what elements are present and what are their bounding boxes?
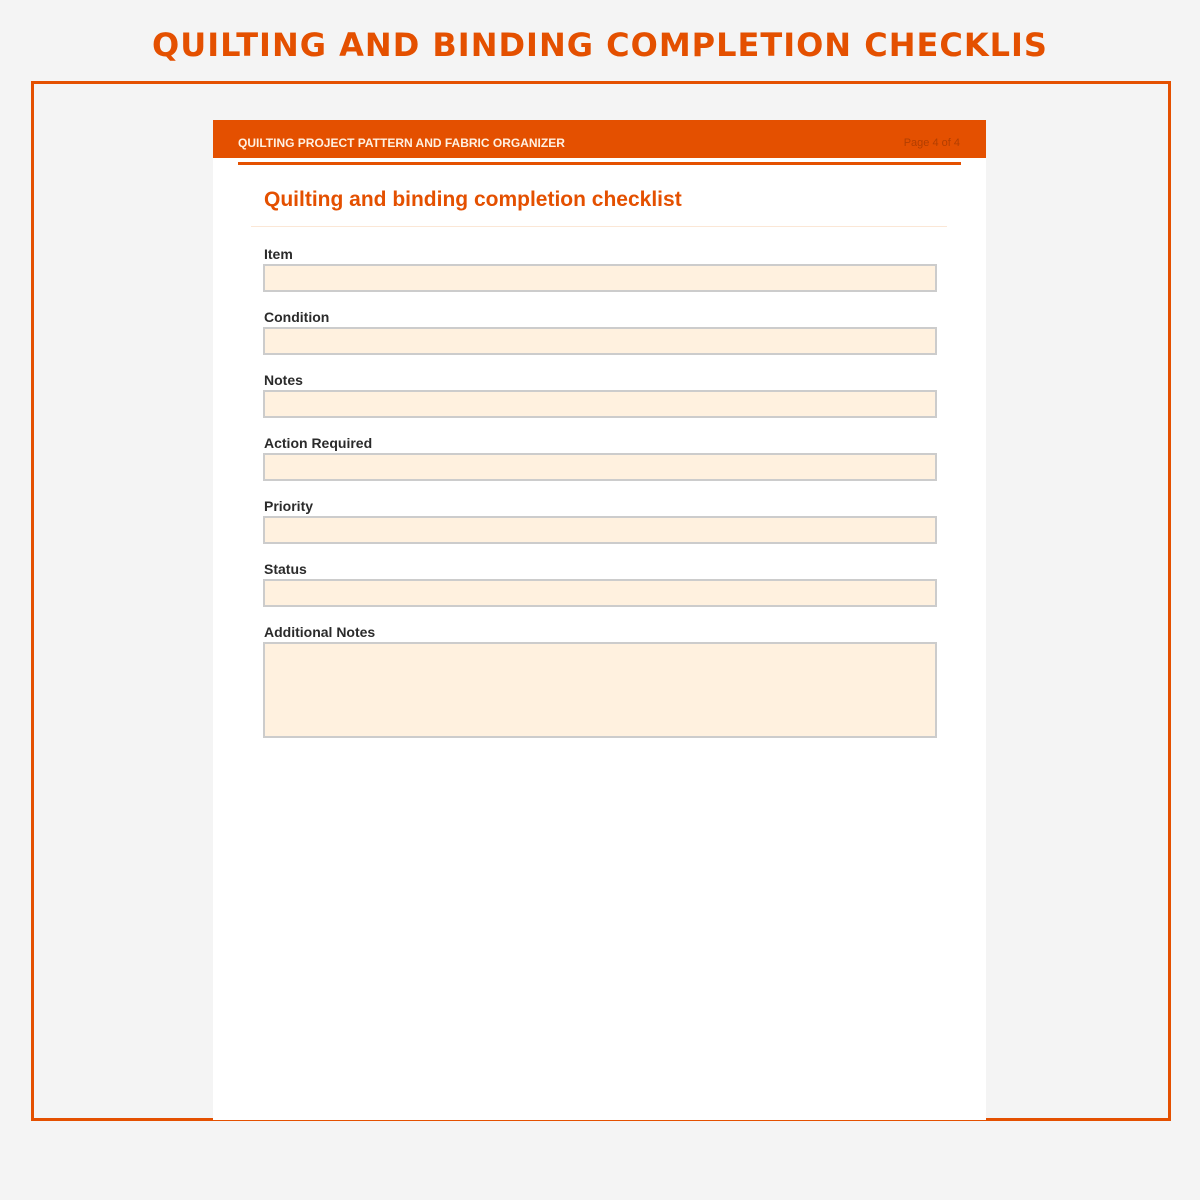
header-divider bbox=[238, 162, 961, 165]
header-title: QUILTING PROJECT PATTERN AND FABRIC ORGANIZER bbox=[238, 136, 565, 150]
additional-notes-label: Additional Notes bbox=[264, 624, 376, 640]
priority-label: Priority bbox=[264, 498, 314, 514]
status-label: Status bbox=[264, 561, 307, 577]
document-page bbox=[213, 120, 986, 1120]
section-title: Quilting and binding completion checklist bbox=[264, 188, 682, 211]
notes-label: Notes bbox=[264, 372, 303, 388]
additional-notes-textarea[interactable] bbox=[263, 642, 937, 738]
page-number: Page 4 of 4 bbox=[903, 137, 960, 149]
condition-label: Condition bbox=[264, 309, 330, 325]
condition-input[interactable] bbox=[263, 327, 937, 355]
notes-input[interactable] bbox=[263, 390, 937, 418]
action-required-label: Action Required bbox=[264, 435, 373, 451]
title-divider bbox=[251, 226, 947, 227]
banner-title: QUILTING AND BINDING COMPLETION CHECKLIS bbox=[152, 26, 1048, 64]
item-input[interactable] bbox=[263, 264, 937, 292]
priority-input[interactable] bbox=[263, 516, 937, 544]
page-header bbox=[213, 120, 986, 158]
action-required-input[interactable] bbox=[263, 453, 937, 481]
status-input[interactable] bbox=[263, 579, 937, 607]
item-label: Item bbox=[264, 246, 293, 262]
